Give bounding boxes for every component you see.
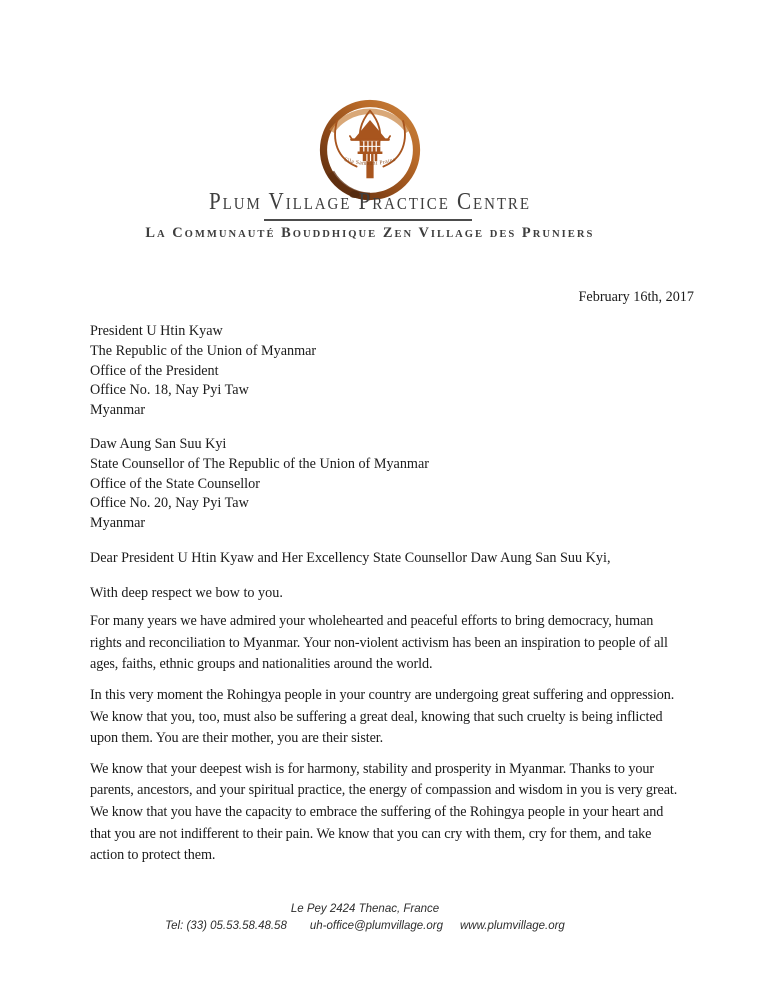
paragraph-line: parents, ancestors, and your spiritual practice, the energy of compassion and wisdom in you is very great. (90, 782, 678, 799)
address-line: Office of the State Counsellor (90, 475, 260, 492)
recipient-block-president (90, 322, 702, 421)
salutation: Dear President U Htin Kyaw and Her Excellency State Counsellor Daw Aung San Suu Kyi, (90, 549, 611, 566)
org-subtitle-french: La Communauté Bouddhique Zen Village des Pruniers (145, 225, 595, 241)
paragraph-line: action to protect them. (90, 847, 216, 864)
paragraph-line: upon them. You are their mother, you are their sister. (90, 730, 384, 747)
recipient-block-state-counsellor (90, 435, 702, 534)
header-divider-line (264, 219, 472, 221)
temple-icon (350, 120, 390, 178)
paragraph-1 (90, 611, 702, 676)
address-line: Myanmar (90, 515, 146, 532)
address-line: Office No. 18, Nay Pyi Taw (90, 382, 249, 399)
paragraph-line: ages, faiths, ethnic groups and nationalities around the world. (90, 656, 433, 673)
paragraph-line: rights and reconciliation to Myanmar. Your non-violent activism has been an inspiration to people of all (90, 634, 668, 651)
footer-address: Le Pey 2424 Thenac, France (290, 903, 440, 915)
paragraph-line: We know that you, too, must also be suffering a great deal, knowing that such cruelty is being inflicted (90, 708, 663, 725)
paragraph-2 (90, 685, 702, 750)
paragraph-line: In this very moment the Rohingya people in your country are undergoing great suffering and oppression. (90, 686, 675, 703)
logo-motto-text: Sila Samadhi Prajna (343, 156, 397, 167)
footer-telephone: Tel: (33) 05.53.58.48.58 (165, 919, 287, 932)
address-line: Daw Aung San Suu Kyi (90, 435, 227, 452)
footer-email: uh-office@plumvillage.org (309, 919, 443, 932)
paragraph-3 (90, 759, 702, 867)
opening-line: With deep respect we bow to you. (90, 584, 283, 601)
org-title: Plum Village Practice Centre (209, 189, 531, 215)
letter-footer (0, 901, 730, 934)
paragraph-line: that you are not indifferent to their pain. We know that you can cry with them, cry for them, and take (90, 825, 652, 842)
paragraph-line: We know that your deepest wish is for harmony, stability and prosperity in Myanmar. Thanks to your (90, 760, 654, 777)
address-line: Office of the President (90, 362, 219, 379)
letter-date: February 16th, 2017 (578, 289, 694, 305)
address-line: Office No. 20, Nay Pyi Taw (90, 495, 249, 512)
footer-website: www.plumvillage.org (460, 919, 565, 932)
address-line: State Counsellor of The Republic of the Union of Myanmar (90, 455, 429, 472)
letter-body (90, 287, 702, 876)
address-line: President U Htin Kyaw (90, 323, 223, 339)
paragraph-line: For many years we have admired your wholehearted and peaceful efforts to bring democracy, human (90, 613, 654, 630)
address-line: The Republic of the Union of Myanmar (90, 342, 317, 359)
paragraph-line: We know that you have the capacity to embrace the suffering of the Rohingya people in your heart and (90, 803, 664, 820)
address-line: Myanmar (90, 402, 146, 419)
